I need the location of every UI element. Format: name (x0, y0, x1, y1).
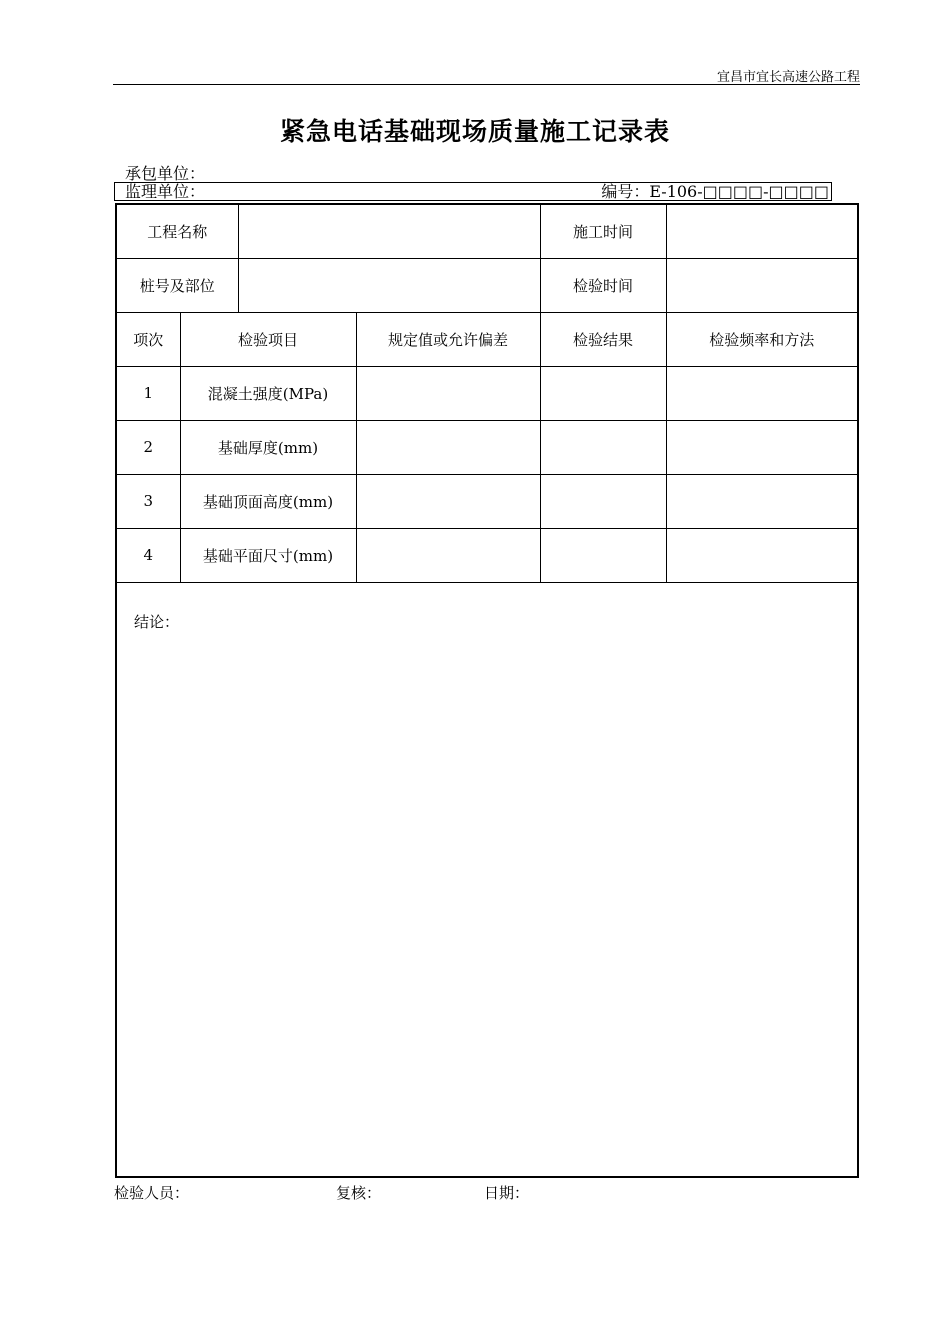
item-name: 基础平面尺寸(mm) (180, 528, 356, 582)
item-number: 4 (116, 528, 180, 582)
conclusion-cell[interactable] (116, 582, 858, 1177)
result-cell[interactable] (540, 366, 666, 420)
inspector-label: 检验人员： (114, 1184, 190, 1202)
table-row (116, 204, 858, 258)
project-name-header: 宜昌市宜长高速公路工程 (716, 70, 860, 85)
construction-time-label: 施工时间 (540, 204, 666, 258)
item-name: 基础顶面高度(mm) (180, 474, 356, 528)
column-header: 检验结果 (540, 312, 666, 366)
conclusion-row (116, 582, 858, 1177)
table-header-row (116, 312, 858, 366)
record-form-table (115, 203, 859, 1178)
station-value[interactable] (238, 258, 540, 312)
column-header: 检验频率和方法 (666, 312, 858, 366)
table-row (116, 258, 858, 312)
frequency-method-cell[interactable] (666, 366, 858, 420)
supervisor-serial-box (114, 182, 832, 201)
frequency-method-cell[interactable] (666, 528, 858, 582)
result-cell[interactable] (540, 420, 666, 474)
column-header: 检验项目 (180, 312, 356, 366)
column-header: 规定值或允许偏差 (356, 312, 540, 366)
spec-value-cell[interactable] (356, 420, 540, 474)
spec-value-cell[interactable] (356, 366, 540, 420)
conclusion-label: 结论： (134, 612, 180, 631)
header-divider (113, 84, 860, 85)
result-cell[interactable] (540, 474, 666, 528)
station-label: 桩号及部位 (116, 258, 238, 312)
column-header: 项次 (116, 312, 180, 366)
reviewer-label: 复核： (336, 1184, 382, 1202)
project-name-value[interactable] (238, 204, 540, 258)
project-name-label: 工程名称 (116, 204, 238, 258)
result-cell[interactable] (540, 528, 666, 582)
item-number: 3 (116, 474, 180, 528)
date-label: 日期： (484, 1184, 530, 1202)
item-number: 2 (116, 420, 180, 474)
inspection-time-value[interactable] (666, 258, 858, 312)
frequency-method-cell[interactable] (666, 420, 858, 474)
spec-value-cell[interactable] (356, 474, 540, 528)
supervisor-label: 监理单位： (125, 182, 206, 201)
construction-time-value[interactable] (666, 204, 858, 258)
item-number: 1 (116, 366, 180, 420)
inspection-time-label: 检验时间 (540, 258, 666, 312)
serial-number: 编号：E-106-□□□□-□□□□ (601, 182, 829, 201)
contractor-label: 承包单位： (125, 164, 206, 183)
table-row (116, 528, 858, 582)
table-row (116, 474, 858, 528)
item-name: 基础厚度(mm) (180, 420, 356, 474)
table-row (116, 366, 858, 420)
table-row (116, 420, 858, 474)
item-name: 混凝土强度(MPa) (180, 366, 356, 420)
page-title: 紧急电话基础现场质量施工记录表 (279, 117, 670, 146)
frequency-method-cell[interactable] (666, 474, 858, 528)
spec-value-cell[interactable] (356, 528, 540, 582)
